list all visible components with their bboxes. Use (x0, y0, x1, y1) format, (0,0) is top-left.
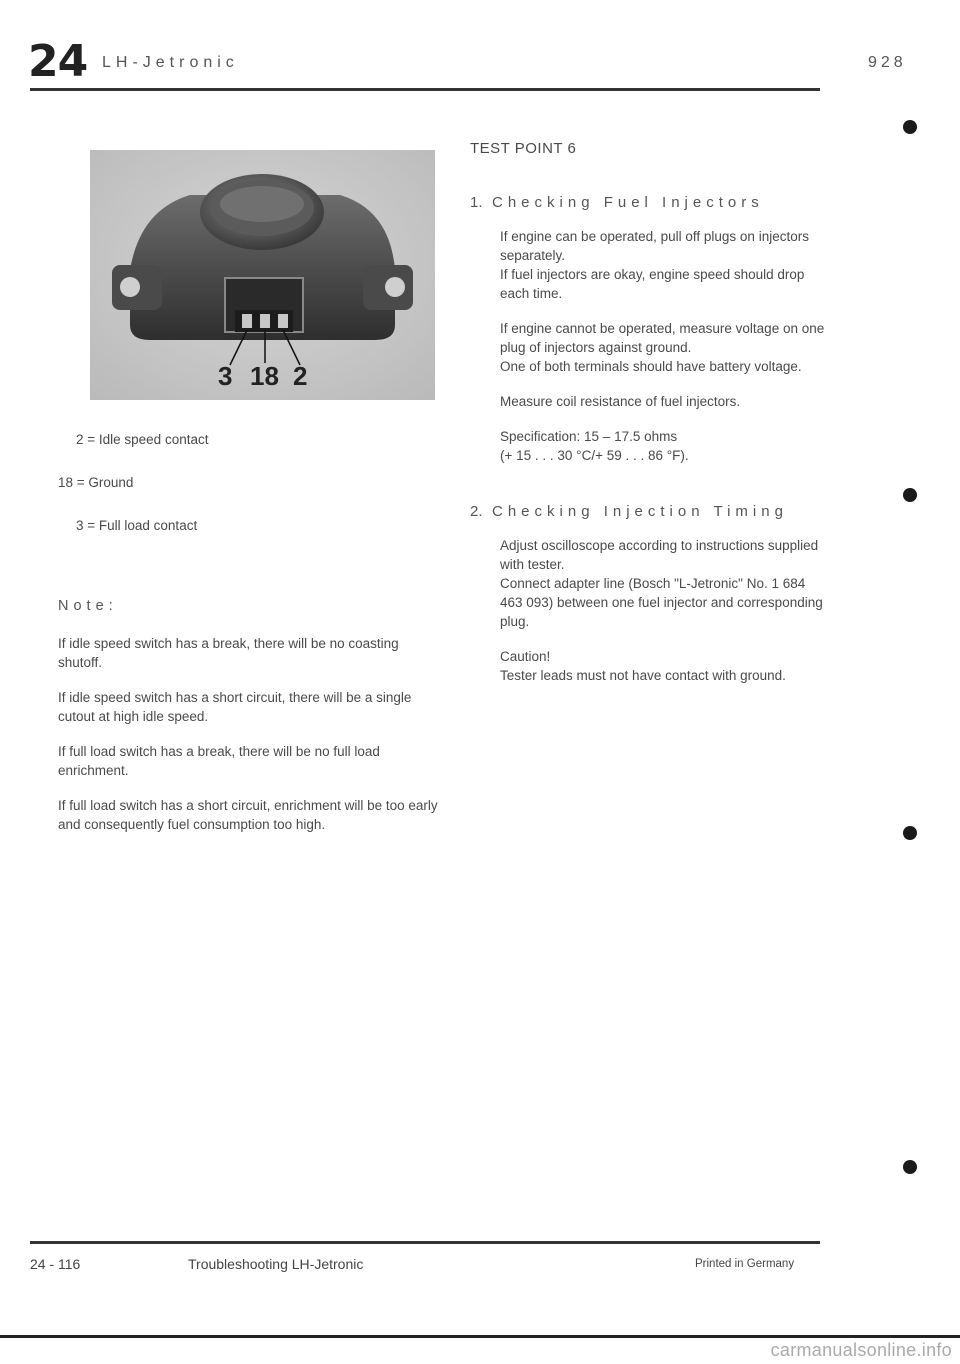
chapter-number: 24 (28, 36, 88, 87)
watermark-link[interactable]: carmanualsonline.info (770, 1340, 952, 1360)
legend-item: 2 = Idle speed contact (76, 432, 209, 447)
note-paragraph: If idle speed switch has a break, there will be no coasting shutoff. (58, 636, 399, 670)
step-heading (470, 192, 830, 213)
section-title: LH-Jetronic (102, 54, 239, 71)
right-column (470, 139, 830, 701)
note-paragraph: If idle speed switch has a short circuit, there will be a single cutout at high idle speed. (58, 690, 412, 724)
step-title: Checking Injection Timing (492, 503, 788, 520)
left-column (58, 430, 438, 850)
step-number: 1. (470, 194, 483, 211)
punch-hole (903, 120, 917, 134)
test-point-title: TEST POINT 6 (470, 140, 577, 157)
step-body (470, 536, 830, 685)
step-body (470, 227, 830, 465)
step-heading (470, 501, 830, 522)
step-number: 2. (470, 503, 483, 520)
step-paragraph: If engine can be operated, pull off plugs on injectors separately. If fuel injectors are okay, engine speed should drop each time. (500, 229, 809, 301)
note-label: Note: (58, 598, 118, 614)
bottom-band (0, 1335, 960, 1338)
punch-hole (903, 488, 917, 502)
punch-hole (903, 826, 917, 840)
punch-hole (903, 1160, 917, 1174)
legend-item: 3 = Full load contact (76, 518, 198, 533)
footer-title: Troubleshooting LH-Jetronic (188, 1256, 364, 1272)
footer-rule (30, 1241, 820, 1244)
step-paragraph: If engine cannot be operated, measure voltage on one plug of injectors against ground. One of both terminals should have battery voltage. (500, 321, 825, 374)
step-paragraph: Specification: 15 – 17.5 ohms (+ 15 . . . 30 °C/+ 59 . . . 86 °F). (500, 429, 689, 463)
note-paragraph: If full load switch has a break, there will be no full load enrichment. (58, 744, 380, 778)
step-paragraph: Adjust oscilloscope according to instructions supplied with tester. Connect adapter line (Bosch "L-Jetronic" No. 1 684 463 093) between one fuel injector and corresponding plug. (500, 538, 823, 629)
note-paragraph: If full load switch has a short circuit, enrichment will be too early and consequently fuel consumption too high. (58, 798, 438, 832)
page-number: 24 - 116 (30, 1256, 81, 1272)
model-number: 928 (868, 54, 907, 71)
step-title: Checking Fuel Injectors (492, 194, 764, 211)
step-paragraph: Measure coil resistance of fuel injectors. (500, 394, 741, 409)
step-paragraph: Caution! Tester leads must not have contact with ground. (500, 649, 786, 683)
pin-label: 2 (293, 361, 308, 391)
pin-label: 3 (218, 361, 233, 391)
printed-note: Printed in Germany (695, 1258, 795, 1270)
legend-item: 18 = Ground (58, 475, 134, 490)
throttle-switch-photo (90, 150, 435, 400)
header-rule (30, 88, 820, 91)
pin-label: 18 (250, 361, 279, 391)
